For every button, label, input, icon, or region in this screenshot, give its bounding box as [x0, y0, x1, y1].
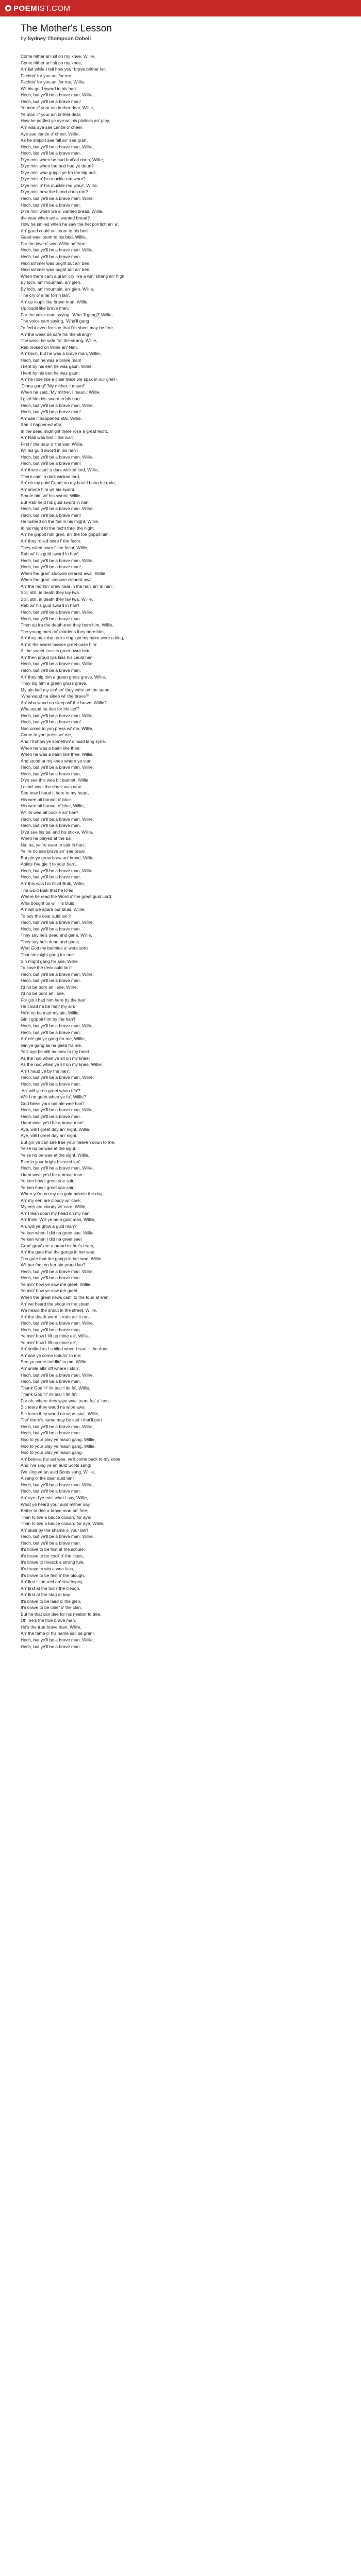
poem-line: Ye min' how I lift up mine ee',	[21, 1340, 77, 1345]
poem-line: Ye min' how ye saw me greet, Willie,	[21, 1281, 92, 1287]
poem-line: The Guid Buik that he lo'ed,	[21, 887, 75, 893]
poem-line: Hech, but ye'll be a brave man, Willie,	[21, 1637, 94, 1642]
poem-line: Hech, but ye'll be a brave man.	[21, 1379, 81, 1384]
poem-line: Hech, but ye'll be a brave man, Willie,	[21, 144, 94, 149]
poem-line: Hech, but ye'll be a brave man.	[21, 1327, 81, 1332]
poem-line: The young men an' maidens they bore him,	[21, 629, 105, 634]
poem-line: Up loupit like brave man,	[21, 306, 69, 311]
poem-line: An' we heard the shout in the street.	[21, 1301, 91, 1307]
poem-line: What ye heard your auld mither say,	[21, 1501, 91, 1507]
poem-line: He could na be mair my ain:	[21, 1004, 75, 1009]
poem-line: Ye ken how I greet sae sair,	[21, 1184, 75, 1190]
poem-line: Hech, but ye'll be a brave man, Willie,	[21, 92, 94, 98]
poem-line: Fechtin' for you an' for me, Willie,	[21, 79, 86, 85]
poem-line: D'ye min' when we a' wanted bread, Willie,	[21, 209, 104, 214]
poem-line: Ye ken when I did na greet sae, Willie,	[21, 1230, 95, 1235]
poem-line: An' a' the sweet lassies greet owre him:	[21, 641, 97, 647]
poem-line: 'Dinna gang!' 'My mither, I maun!'	[21, 383, 85, 388]
poem-line: An' he grippit him gren, an' the foe grippit him,	[21, 532, 110, 537]
author-name[interactable]: Sydney Thompson Dobell	[27, 36, 91, 42]
poem-line: Hech, but ye'll be a brave man, Willie,	[21, 196, 94, 201]
poem-line: Wha bought us wi' His bluid.	[21, 900, 76, 906]
poem-line: An' he rose like a chiel twice we spak in our grief -	[21, 377, 118, 382]
poem-line: I kent by his een he was gaun, Willie,	[21, 364, 93, 369]
logo-text-main: POEM	[13, 4, 38, 13]
poem-line: D'ye min' o' his muckle red wour?	[21, 176, 86, 182]
poem-line: Ye ken how I greet sae sair,	[21, 1178, 75, 1184]
poem-line: Hech, but ye'll be a brave man, Willie,	[21, 765, 94, 770]
poem-line: Noo to your play ye maun gang, Willie,	[21, 1437, 96, 1443]
poem-line: An' they rolled owre i' the fecht.	[21, 538, 81, 544]
poem-line: The voice cam saying, 'Wha'll gang	[21, 318, 89, 324]
poem-line: Wed God my bairnies a' were sons,	[21, 945, 90, 951]
poem-line: When the gran' stoowre cleared awa',	[21, 577, 94, 583]
poem-line: An' my een are cloudy wi' care:	[21, 1197, 81, 1203]
poem-title: The Mother's Lesson	[21, 23, 112, 34]
poem-line: Hech, but ye'll be a brave man!	[21, 564, 81, 570]
poem-line: Wi' his guid sword in his han'!	[21, 448, 78, 453]
poem-line: Aye, will I greet day an' night, Willie,	[21, 1126, 91, 1132]
poem-line: It's brave to thwack a strong fule,	[21, 1560, 85, 1565]
poem-line: Hech, but ye'll be a brave man, Willie,	[21, 454, 94, 460]
poem-line: Rab wi' his guid sword in han'!	[21, 603, 79, 608]
poem-line: Hech, but ye'll be a brave man, Willie,	[21, 971, 94, 977]
byline-prefix: by	[21, 36, 26, 42]
poem-line: Hech, but ye'll be a brave man, Willie,	[21, 816, 94, 822]
poem-line: Thank God fir' ilk tear I let fa':	[21, 1392, 78, 1397]
poem-line: Hech, but ye'll be a brave man, Willie,	[21, 1165, 94, 1171]
poem-line: Tho' there's name may be sad I that'll port	[21, 1417, 102, 1423]
poem-line: A sang o' the dear auld lan'!	[21, 1476, 75, 1481]
poem-line: I kent weel ye'd be a brave man.	[21, 1172, 84, 1177]
poem-line: Hech, but ye'll be a brave man.	[21, 202, 81, 208]
poem-line: Hech, but ye'll be a brave man, Willie,	[21, 1023, 94, 1029]
poem-line: A' the sweet lassies greet owre him	[21, 648, 89, 654]
poem-line: Ye min' how I lift up mine ee', Willie,	[21, 1333, 90, 1339]
poem-line: Hech, but ye'll be a brave man!	[21, 512, 81, 518]
poem-line: God bless your bonnie wee han'!	[21, 1100, 85, 1106]
poem-line: An' gaed could an' toom to his bed.	[21, 228, 89, 233]
poem-line: The cry o' a far forrin lan',	[21, 293, 70, 298]
poem-line: It's brave to be chief o' the clan,	[21, 1605, 83, 1611]
poem-content	[0, 16, 361, 1650]
poem-line: An' oh my guid Good! on my bauld bairn he rode,	[21, 480, 116, 486]
poem-line: Hech, but ye'll be a brave man.	[21, 1275, 81, 1281]
poem-line: Hech, but ye'll be a brave man.	[21, 1081, 81, 1087]
poem-line: Hech, but he was a brave man!	[21, 357, 81, 363]
poem-line: An' smiled as I smiled when I stan' i' the door,	[21, 1346, 109, 1352]
poem-line: Where he read the Word o' the great guid Lord	[21, 894, 111, 900]
poem-line: Than to live a bauce coward for aye:	[21, 1514, 92, 1520]
poem-line: We heard the shout in the street, Willie,	[21, 1308, 97, 1313]
poem-line: Hech, but ye'll be a brave man, Willie,	[21, 868, 94, 873]
poem-line: Hech, but ye'll be a brave man, Willie,	[21, 1372, 94, 1378]
poem-line: Ye 're no sae brave an' sae braw!	[21, 849, 86, 854]
poem-line: Hech, but ye'll be a brave man.	[21, 1488, 81, 1494]
poem-line: Rab looked on Willie an' Nan,	[21, 344, 78, 350]
poem-line: Wi' its wee bit cockie an' ban'!	[21, 809, 79, 815]
poem-line: An' wha waud na sleep wi' the brave, Willie?	[21, 700, 107, 705]
poem-line: For oh, where they wipe wae' tears fra' a' een,	[21, 1398, 110, 1403]
poem-line: An' aye d'ye min' what I say, Willie,	[21, 1495, 88, 1500]
poem-line: Hech, but ye'll be a brave man, Willie,	[21, 557, 94, 563]
poem-line: He's the true brave man, Willie,	[21, 1624, 81, 1630]
poem-line: Rab wi' his guid sword in han':	[21, 551, 79, 557]
poem-line: Ye'll aye be still as near to my heart	[21, 1049, 90, 1055]
poem-line: They rolled owre i' the fecht, Willie,	[21, 545, 89, 550]
poem-line: Gran' gran' are a proud mither's tears,	[21, 1243, 94, 1248]
poem-line: I gied him his sword to his han':	[21, 396, 82, 401]
poem-line: He rushed on the foe in his might, Willie,	[21, 519, 100, 524]
poem-line: Wi' her foot on her ain proud lan'!	[21, 1262, 85, 1268]
poem-line: Next simmer was bright but an' ben,	[21, 267, 91, 273]
poem-line: As he steppit sae fall an' sae gran',	[21, 138, 89, 143]
poem-line: To fecht even for sae that I'm sheel may be free,	[21, 325, 114, 330]
poem-line: Sin might gang for ane, Willie,	[21, 958, 79, 964]
byline	[21, 36, 340, 42]
poem-line: Gin I grippit him by the han'!	[21, 1016, 75, 1022]
poem-line: Wha waud na dee for his lan'?	[21, 706, 80, 712]
poem-line: An' they big him a green grass grave, Willie,	[21, 674, 106, 680]
poem-line: Ye'se no be wae at the sight.	[21, 1146, 77, 1151]
poem-line: Then up fra the death-tred they bore him, Willie,	[21, 622, 114, 628]
poem-line: Ah, will ye grow a guid man?'	[21, 1223, 77, 1229]
poem-line: As the noo when ye sit on my knee, Willie,	[21, 1062, 103, 1067]
poem-line: Na, na, ye 're ower to sair in han',	[21, 842, 86, 848]
poem-line: Wi' his guid sword in his han':	[21, 86, 78, 91]
poem-line: Hech, but ye'll be a brave man.	[21, 823, 81, 828]
poem-line: How he smiled when he saw the het porritch an' a',	[21, 222, 120, 227]
poem-line: Hech, but ye'll be a brave man.	[21, 253, 81, 259]
poem-line: Hech, but ye'll be a brave man, Willie,	[21, 247, 94, 253]
poem-line: D'ye min' how the blood doun ran?	[21, 189, 88, 195]
poem-line: How he pettled ye aye wi' his ploikies an' play,	[21, 118, 110, 124]
poem-line: Sic tears they waud na wipe awa'.	[21, 1404, 87, 1410]
poem-line: Noo to your play ye maun gang, Willie,	[21, 1443, 96, 1449]
poem-line: Ablins I've gie 't to your han',	[21, 861, 76, 867]
logo-text-sub: IST.COM	[37, 4, 71, 13]
poem-line: An' first at the stag at bay.	[21, 1592, 71, 1598]
poem-line: D'ye see his ba' and his sticke, Willie,	[21, 829, 93, 835]
poem-line: See ye come toddlin' to me, Willie,	[21, 1359, 88, 1365]
poem-line: When the great news cam' to the toun at e'en,	[21, 1295, 110, 1300]
poem-line: They say he's dead and gane, Willie,	[21, 933, 92, 938]
poem-line: An' the fame o' his name sall be gran'!	[21, 1631, 95, 1636]
poem-line: The weak be safe fra' the strang, Willie,	[21, 338, 97, 344]
poem-line: It's brave to win a wee lass,	[21, 1566, 74, 1571]
poem-line: An' they mak the rocks ring 'gin my bairn were a king,	[21, 635, 124, 641]
poem-line: Hech, but ye'll be a brave man.	[21, 926, 81, 931]
poem-body	[21, 53, 340, 1650]
poem-line: I kent by his een he was gaun;	[21, 370, 80, 376]
poem-line: An' was aye sae cantie o' cheer:	[21, 125, 84, 130]
poem-line: In his might to the fecht thro' the night,	[21, 525, 95, 531]
poem-line: I'd no be born an' lane, Willie,	[21, 984, 78, 990]
poem-line: Hech, but ye'll be a brave man, Willie,	[21, 1423, 94, 1429]
poem-line: And I've sing ye an auld Scots sang:	[21, 1463, 91, 1468]
poem-line: Fechtin' for you an' for me.	[21, 73, 73, 78]
poem-line: See how I haud it here to my heart,	[21, 790, 89, 796]
poem-line: Ye ken when I did na greet sae!	[21, 1236, 82, 1242]
poem-line: They big him a green grass grave,	[21, 681, 87, 686]
poem-line: Ye mon ir' your ain brither dear, Willie,	[21, 105, 94, 111]
poem-line: D'ye see this wee bit bannet, Willie,	[21, 777, 90, 783]
poem-line: An' list while I tell how your brave brither fell,	[21, 66, 107, 72]
poem-line: An' smile aftir oft where I stan'.	[21, 1366, 80, 1371]
poem-line: When he was a bairn like thee, Willie,	[21, 752, 94, 757]
poem-line: An' Rab was first i' the war:	[21, 435, 73, 440]
poem-line: For the voice cam saying, 'Wha 'll gang?' Willie,	[21, 312, 113, 317]
poem-line: But Rab held his guid sword in han':	[21, 499, 91, 505]
poem-line: Hech, but ye'll be a brave man, Willie,	[21, 609, 94, 615]
poem-line: Sae it happened afar,	[21, 422, 62, 428]
poem-line: My een are cloudy wi' care, Willie,	[21, 1204, 87, 1210]
poem-line: An' will we spare our bluid, Willie,	[21, 907, 86, 912]
poem-line: That sic might gang for ane:	[21, 952, 75, 958]
poem-line: An' the death-word it rode an' it ran,	[21, 1314, 90, 1319]
poem-line: There cam' a dark wicked lord,	[21, 473, 80, 479]
poem-line: Hech, but ye'll be a brave man.	[21, 978, 81, 984]
poem-line: Noo come to yon press wi' me, Willie,	[21, 725, 93, 731]
poem-line: For the love o' wee Willie an' Nan!	[21, 241, 87, 246]
poem-line: His wee bit bannet o' blue, Willie,	[21, 803, 85, 809]
poem-line: Hech, but ye'll be a brave man.	[21, 874, 81, 880]
site-header	[0, 0, 361, 16]
poem-line: Come hither an' sit on my knee, Willie,	[21, 54, 95, 59]
poem-line: An' this was his Guid Buik, Willie,	[21, 881, 85, 886]
poem-line: His wee bit bannet o' blue.	[21, 796, 72, 802]
poem-line: 'An' will ye no greet when I fa'?	[21, 1088, 80, 1093]
poem-line: An' hech, but he was a brave man, Willie,	[21, 351, 101, 357]
poem-line: An' the weak be safe fra' the strang?	[21, 331, 92, 337]
poem-line: An' first i' the reel an' strathspey,	[21, 1579, 84, 1585]
poem-line: And I'll show ye somethin' o' auld lang syne,	[21, 738, 106, 744]
poem-line: Hech, but ye'll be a brave man!	[21, 409, 81, 415]
poem-line: Hech, but ye'll be a brave man.	[21, 616, 81, 621]
poem-line: By loch, an' mountain, an' glen.	[21, 280, 81, 285]
poem-line: An' sae it happened afar, Willie,	[21, 415, 82, 421]
poem-line: Ye'se no be wae at the sight, Willie,	[21, 1152, 90, 1158]
poem-line: An' I haud ye by the han':	[21, 1068, 70, 1074]
poem-line: D'ye min' o' his muckle red wour', Willie,	[21, 182, 99, 188]
poem-line: Gin ye gang as he gaed fra me,	[21, 1042, 83, 1048]
poem-line: To save the dear auld lan'!	[21, 965, 72, 971]
poem-line: 'Wha waud na sleep wi' the brave?'	[21, 693, 89, 699]
poem-line: Come to yon press wi' me,	[21, 732, 72, 738]
poem-line: When there cam a gran' cry like a win' strang an' high	[21, 273, 124, 279]
poem-line: Oh, he's the true brave man.	[21, 1618, 76, 1623]
poem-line: D'ye min' wha grippit ye fra the big bull,	[21, 170, 97, 175]
poem-line: Hech, but ye'll be a brave man.	[21, 667, 81, 673]
poem-line: Ye mon ir' your ain brither dear,	[21, 111, 81, 117]
poem-line: Will I no greet when ye fa', Willie?	[21, 1094, 86, 1100]
poem-line: And stood at my knee where ye stan',	[21, 758, 94, 764]
poem-line: Hech, but ye'll be a brave man.	[21, 1643, 81, 1649]
poem-line: By loch, an' mountain, an' glen, Willie,	[21, 286, 94, 292]
poem-line: He'd no be mair my ain, Willie,	[21, 1010, 80, 1015]
poem-line: Hech, but ye'll be a brave man, Willie,	[21, 402, 94, 408]
poem-line: Hech, but ye'll be a brave man.	[21, 1430, 81, 1436]
poem-line: An' up loupit like brave man, Willie,	[21, 299, 89, 304]
poem-line: E'en in your bright blessed lan':	[21, 1159, 81, 1164]
poem-line: An' then proud lips kiss his cauld han',	[21, 654, 95, 660]
poem-line: It's brave to be laird o' the glen,	[21, 1598, 81, 1604]
site-logo[interactable]	[5, 4, 71, 13]
poem-line: It's brave to be first o' the plough,	[21, 1572, 85, 1578]
poem-line: My ain lad! my ain! an' they write on the stane,	[21, 687, 111, 692]
poem-line: D'ye min' when he bud bud'ad doun, Willie,	[21, 157, 104, 162]
poem-line: Hech, but ye'll be a brave man, Willie,	[21, 506, 94, 512]
poem-line: An' belyve, my ain wee, ye'll come back to my knee,	[21, 1456, 122, 1462]
poem-line: An' sae ye come toddlin' to me;	[21, 1352, 81, 1358]
poem-line: Hech, but ye'll be a brave man, Willie,	[21, 920, 94, 925]
logo-circle-icon	[5, 5, 11, 11]
poem-line: Sic tears they waud no wipe awa', Willie,	[21, 1411, 100, 1416]
poem-line: The gate that the gangs in her wae, Willie,	[21, 1256, 103, 1261]
poem-line: Hech, but ye'll be a brave man, Willie,	[21, 1534, 94, 1539]
poem-line: An' the mornin' drew near in the han' an' in han',	[21, 583, 114, 589]
poem-line: An' skair by the shame o' your lan'!	[21, 1527, 89, 1533]
poem-line: To buy the dear auld lan'?	[21, 913, 71, 919]
poem-line: Hech, but ye'll be a brave man!	[21, 719, 81, 725]
poem-line: When ye're no my ain guid bairnie the day,	[21, 1191, 104, 1197]
poem-line: Hech, but ye'll be a brave man, Willie,	[21, 713, 94, 718]
poem-line: For gin I had him here by the han'	[21, 997, 86, 1003]
poem-line: First i' the haur o' the war, Willie,	[21, 441, 84, 447]
poem-line: Hech, but ye'll be a brave man.	[21, 771, 81, 776]
poem-line: Still, still, in death they lay twa.	[21, 590, 80, 596]
poem-line: Hech, but ye'll be a brave man, Willie,	[21, 661, 94, 667]
poem-line: Thank God fir' ilk tear I let fa', Willie,	[21, 1385, 91, 1391]
poem-line: Hech, but ye'll be a brave man.	[21, 1113, 81, 1119]
poem-line: An' I lean doun my head on my han':	[21, 1210, 92, 1216]
poem-line: Hech, but ye'll be a brave man.	[21, 1029, 81, 1035]
poem-line: Hech, but ye'll be a brave man!	[21, 98, 81, 104]
poem-line: Next simmer was bright but an' ben,	[21, 260, 91, 266]
poem-line: Hech, but ye'll be a brave man.	[21, 1540, 81, 1546]
poem-line: I kent weel ye'd be a brave man!	[21, 1120, 84, 1126]
poem-line: Smote him wi' his sword, Willie,	[21, 493, 82, 499]
poem-line: Hech, but ye'll be a brave man, Willie,	[21, 1075, 94, 1080]
poem-line: An' oh! gin ye gang fra me, Willie,	[21, 1036, 86, 1042]
poem-line: When he was a bairn like thee:	[21, 745, 81, 751]
poem-line: Come hither an' sit on my knee,	[21, 60, 83, 65]
poem-line: When he played at the ba'.	[21, 836, 73, 841]
poem-line: Aye, will I greet day an' night,	[21, 1133, 78, 1139]
poem-line: It's brave to be first at the schule,	[21, 1547, 85, 1552]
poem-line: Aye sae cantie o' cheer, Willie,	[21, 131, 80, 137]
poem-line: As the noo when ye sit on my knee:	[21, 1055, 90, 1061]
poem-line: Hech, but ye'll be a brave man, Willie,	[21, 1107, 94, 1113]
poem-line: I've sing ye an auld Scots sang, Willie,	[21, 1469, 95, 1475]
poem-line: It's brave to be cock o' the class,	[21, 1553, 84, 1558]
poem-line: Noo to your play ye maun gang,	[21, 1450, 83, 1455]
poem-line: But he that can dee for his neebor to dee,	[21, 1611, 102, 1617]
poem-line: Hech, but ye'll be a brave man.	[21, 150, 81, 156]
poem-line: D'ye min' when the bud had ye doun?	[21, 163, 94, 169]
poem-line: I mind' weel the day it was new:	[21, 784, 83, 789]
poem-line: Gaed wae' toom to his bed, Willie,	[21, 234, 87, 240]
poem-line: Hech, but ye'll be a brave man, Willie,	[21, 1320, 94, 1326]
poem-line: An' first at the tod i' the cleugh,	[21, 1585, 80, 1591]
poem-line: Hech, but ye'll be a brave man, Willie,	[21, 1482, 94, 1487]
poem-line: I'd no be born an' lane,	[21, 991, 65, 996]
poem-line: the year when we a' wanted bread?	[21, 215, 90, 221]
poem-line: They say he's dead and gane;	[21, 939, 79, 944]
poem-line: Than to live a bauce coward for aye, Willie,	[21, 1521, 105, 1527]
poem-line: An' the gate that the gangs in her wae.	[21, 1249, 96, 1255]
poem-line: Ye min' how ye saw me greet,	[21, 1288, 79, 1294]
poem-line: But gin ye grow braw an' brave, Willie,	[21, 855, 95, 860]
poem-line: But gin ye can see frae your heaven doun to me,	[21, 1139, 116, 1145]
poem-line: Hech, but ye'll be a brave man!	[21, 461, 81, 466]
poem-line: When the gran' stoowre cleared awa', Willie,	[21, 570, 107, 576]
poem-line: Still, still, in death they lay twa, Willie,	[21, 596, 93, 602]
poem-line: An' think 'Will ye be a guid man, Willie,	[21, 1217, 95, 1223]
poem-line: Hech, but ye'll be a brave man, Willie,	[21, 1268, 94, 1274]
poem-line: When he said, 'My mither, I maun,' Willie,	[21, 389, 101, 395]
poem-line: An' there cam' a dark wicked lord, Willie,	[21, 467, 100, 472]
poem-line: Better to dee a brave man an' free,	[21, 1508, 89, 1514]
poem-line: An' smote him wi' his sword.	[21, 486, 76, 492]
poem-line: In the dead midnight there rose a great fecht,	[21, 428, 108, 434]
